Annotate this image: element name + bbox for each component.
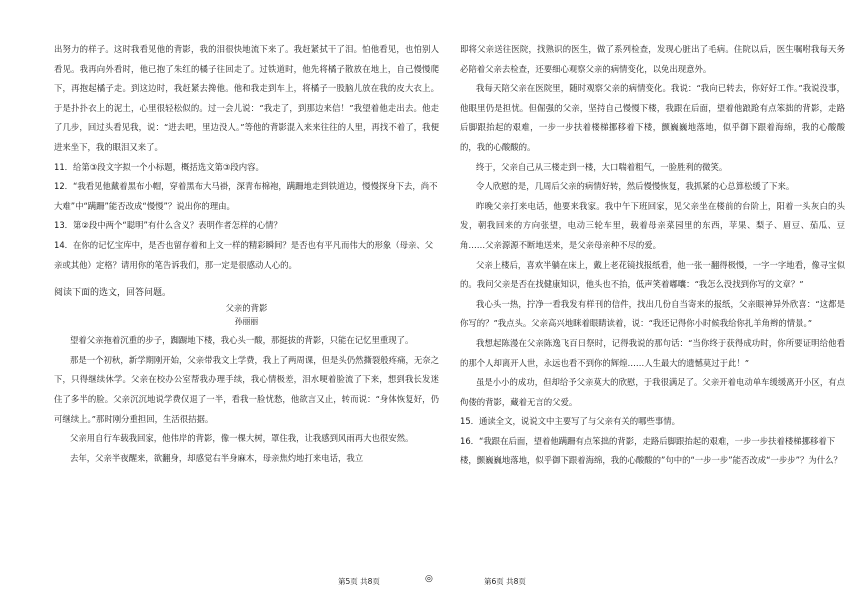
- essay-paragraph: 我想起陈漫在父亲陈逸飞百日祭时，记得我说的那句话：“当你终于获得成功时，你所要证明给他看的那个人却离开人世，永远也看不到你的辉煌……人生最大的遗憾莫过于此！”: [460, 337, 845, 368]
- essay-paragraph: 望着父亲拖着沉重的步子，踟蹰地下楼，我心头一酸，那挺拔的背影，只能在记忆里重现了。: [70, 335, 414, 346]
- essay-paragraph: 终于，父亲自己从三楼走到一楼，大口喘着粗气，一脸胜利的微笑。: [476, 161, 728, 172]
- essay-paragraph: 令人欣慰的是，几周后父亲的病情好转，然后慢慢恢复，我抓紧的心总算松缓了下来。: [476, 181, 795, 192]
- page-number-right: 第6页 共8页: [484, 577, 526, 586]
- essay-title: 父亲的背影: [225, 303, 268, 314]
- page-number-left: 第5页 共8页: [338, 577, 380, 586]
- essay-paragraph: 那是一个初秋，新学期刚开始，父亲带我文上学费，我上了两周课，但是头仍然撕裂般疼痛，无奈之下，只得继续休学。父亲在校办公室帮我办理手续，我心情极差，泪水哽着脸流了下来，想到我长发迷住了多半的脸。父亲沉沉地说学费仅退了一半，看我一脸忧愁，他欲言又止，转而说：“身体恢复好，仍可继续上。”那时刚分重担回，生活很拮据。: [54, 354, 439, 424]
- intro-paragraph: 出努力的样子。这时我看见他的背影，我的泪很快地流下来了。我赶紧拭干了泪。怕他看见，也怕别人看见。我再向外看时，他已抱了朱红的橘子往回走了。过铁道时，他先将橘子散放在地上，自己慢慢爬下，再抱起橘子走。到这边时，我赶紧去搀他。他和我走到车上，将橘子一股脑儿放在我的皮大衣上。于是扑扑衣上的泥土，心里很轻松似的。过一会儿说：“我走了，到那边来信！”我望着他走出去。他走了几步，回过头看见我，说：“进去吧，里边没人。”等他的背影混入来来往往的人里，再找不着了，我便进来坐下，我的眼泪又来了。: [54, 44, 439, 152]
- question-14: 14．在你的记忆宝库中，是否也留存着和上文一样的精彩瞬间？是否也有平凡而伟大的形象（母亲、父亲或其他）定格？请用你的笔告诉我们，那一定是很感动人心的。: [54, 239, 434, 270]
- essay-paragraph: 父亲上楼后，喜欢半躺在床上，戴上老花镜找报纸看，他一张一翻得极慢，一字一字地看，像寻宝似的。我问父亲是否在找健康知识，他头也不抬，低声笑着嘟囔：“我怎么没找到你写的文章？”: [460, 259, 845, 290]
- essay-paragraph: 虽是小小的成功，但却给予父亲莫大的欣慰，于我很满足了。父亲开着电动单车缓缓离开小区，有点佝偻的背影，藏着无言的父爱。: [460, 377, 845, 407]
- essay-paragraph: 去年，父亲半夜醒来，欲翻身，却感觉右半身麻木，母亲焦灼地打来电话，我立: [70, 452, 364, 463]
- question-15: 15．通读全文，说说文中主要写了与父亲有关的哪些事情。: [460, 416, 681, 427]
- question-11: 11．给第③段文字拟一个小标题，概括选文第③段内容。: [54, 161, 264, 172]
- question-13: 13．第②段中两个“聪明”有什么含义？表明作者怎样的心情？: [54, 220, 282, 231]
- essay-paragraph: 父亲用自行车载我回家，他伟岸的背影，像一棵大树，罩住我，让我感到风雨再大也很安然。: [70, 433, 414, 444]
- question-16: 16．“我跟在后面，望着他蹒跚有点笨拙的背影，走路后脚跟抬起的艰难，一步一步扶着楼梯挪移着下楼，颤巍巍地落地，似乎御下跟着海绵，我的心酸酸的”句中的“一步一步”能否改成“一步步”？为什么？: [460, 435, 842, 466]
- essay-paragraph: 我心头一热，拧净一看我发有样刊的信件，找出几份自当寄来的报纸，父亲眼神异外欣喜：“这都是你写的？”我点头。父亲高兴地眯着眼睛读着，说：“我还记得你小时候我给你扎羊角辫的情景。”: [460, 298, 845, 329]
- section-heading: 阅读下面的选文，回答问题。: [54, 288, 172, 299]
- left-column: [54, 40, 439, 468]
- essay-paragraph: 我每天陪父亲在医院里，随时观察父亲的病情变化。我说：“我向已转去，你好好工作。”我说没事，他眼里仍是担忧。但倔强的父亲，坚持自己慢慢下楼，我跟在后面，望着他踉跄有点笨拙的背影，走路后脚跟抬起的艰难，一步一步扶着楼梯挪移着下楼，颤巍巍地落地，似乎御下跟着海绵，我的心酸酸的，我的心酸酸的。: [460, 83, 845, 152]
- essay-paragraph: 即将父亲送往医院，找熟识的医生，做了系列检查，发现心脏出了毛病。住院以后，医生嘱咐我每天务必陪着父亲去检查，还要细心观察父亲的病情变化，以免出现意外。: [460, 44, 845, 74]
- essay-paragraph: 昨晚父亲打来电话，他要来我家。我中午下班回家，见父亲坐在楼前的台阶上，阳着一头灰白的头发，朝我回来的方向张望，电动三轮车里，载着母亲菜园里的东西，苹果、梨子、眉豆、茄瓜、豆角……父亲源源不断地送来，是父亲母亲种不尽的爱。: [460, 200, 845, 250]
- binding-mark-icon: ◎: [425, 574, 433, 584]
- essay-author: 孙丽丽: [234, 317, 259, 327]
- question-12: 12．“我看见他戴着黑布小帽，穿着黑布大马褂，深青布棉袍，蹒跚地走到铁道边，慢慢探身下去，尚不大难”中“蹒跚”能否改成“慢慢”？说出你的理由。: [54, 181, 438, 211]
- right-column: [460, 40, 845, 471]
